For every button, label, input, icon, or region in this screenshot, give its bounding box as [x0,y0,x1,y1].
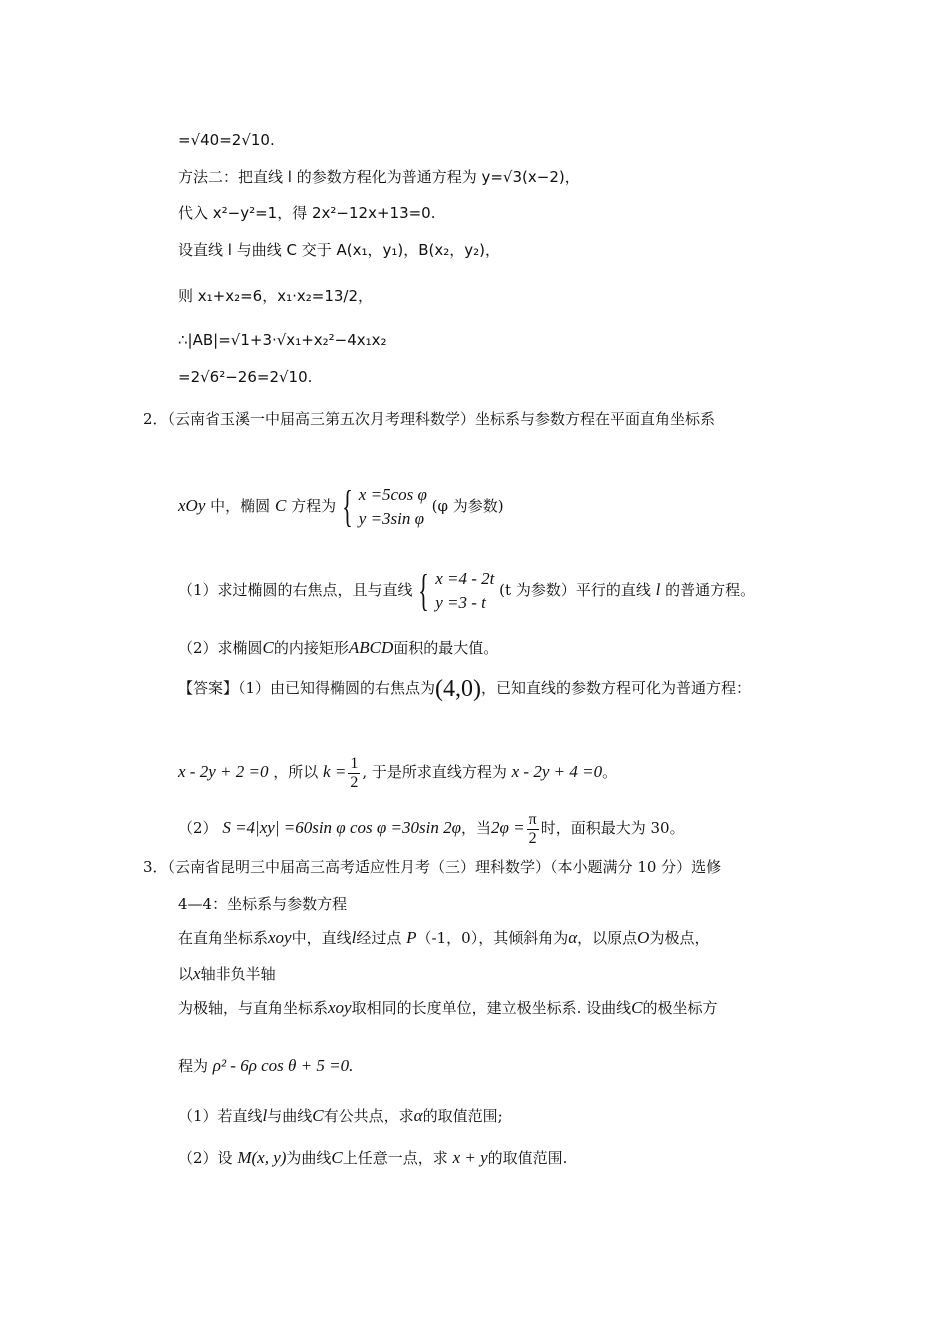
q3-part1: （1）若直线l与曲线C有公共点，求α的取值范围; [178,1106,503,1125]
q3-header: 3．（云南省昆明三中届高三高考适应性月考（三）理科数学）（本小题满分 10 分）选修 [143,858,722,876]
q2-answer-line3: （2） S =4|xy| =60sin φ cos φ =30sin 2φ，当2φ = $\frac{\pi}{2}$ 时，面积最大为 30。 [178,810,685,847]
fraction-one-half: $\frac{1}{2}$ [350,754,359,791]
q2-part2: （2）求椭圆C的内接矩形ABCD面积的最大值。 [178,638,499,657]
q2-answer-line2: x - 2y + 2 =0 ，所以 k = $\frac{1}{2}$ , 于是所求直线方程为 x - 2y + 4 =0。 [178,754,618,791]
q2-answer-line1: 【答案】（1）由已知得椭圆的右焦点为(4,0)，已知直线的参数方程可化为普通方程： [178,676,752,702]
method2-line1: 方法二：把直线 l 的参数方程化为普通方程为 y=√3(x−2)， [178,168,580,186]
polar-equation: ρ² - 6ρ cos θ + 5 =0. [212,1056,354,1075]
q3-part2: （2）设 M(x, y)为曲线C上任意一点，求 x + y的取值范围. [178,1148,568,1167]
method2-line2: 代入 x²−y²=1，得 2x²−12x+13=0. [178,204,436,222]
q3-line4: 为极轴，与直角坐标系xoy取相同的长度单位，建立极坐标系. 设曲线C的极坐标方 [178,998,718,1017]
q3-line3: 以x轴非负半轴 [178,964,276,983]
method2-line6: =2√6²−26=2√10. [178,368,313,386]
method2-line5: ∴|AB|=√1+3·√x₁+x₂²−4x₁x₂ [178,331,387,349]
method1-result: =√40=2√10. [178,131,275,149]
fraction-pi-half: $\frac{\pi}{2}$ [528,810,537,847]
method2-line3: 设直线 l 与曲线 C 交于 A(x₁，y₁)，B(x₂，y₂)， [178,241,501,259]
q2-intro: xOy 中，椭圆 C 方程为 { x =5cos φ y =3sin φ (φ 为参数) [178,482,504,531]
q3-line2: 在直角坐标系xoy中，直线l经过点 P（-1，0），其倾斜角为α，以原点O为极点， [178,928,710,947]
method2-line4: 则 x₁+x₂=6，x₁·x₂=13/2， [178,287,374,305]
param-system-line: x =4 - 2t y =3 - t [435,569,495,612]
q2-part1: （1）求过椭圆的右焦点，且与直线 { x =4 - 2t y =3 - t (t 为参数）平行的直线 l 的普通方程。 [178,566,756,615]
q3-line5: 程为 ρ² - 6ρ cos θ + 5 =0. [178,1056,354,1075]
q3-line1: 4—4：坐标系与参数方程 [178,895,348,913]
param-system-ellipse: x =5cos φ y =3sin φ [358,485,427,528]
q2-header: 2．（云南省玉溪一中届高三第五次月考理科数学）坐标系与参数方程在平面直角坐标系 [143,410,716,428]
